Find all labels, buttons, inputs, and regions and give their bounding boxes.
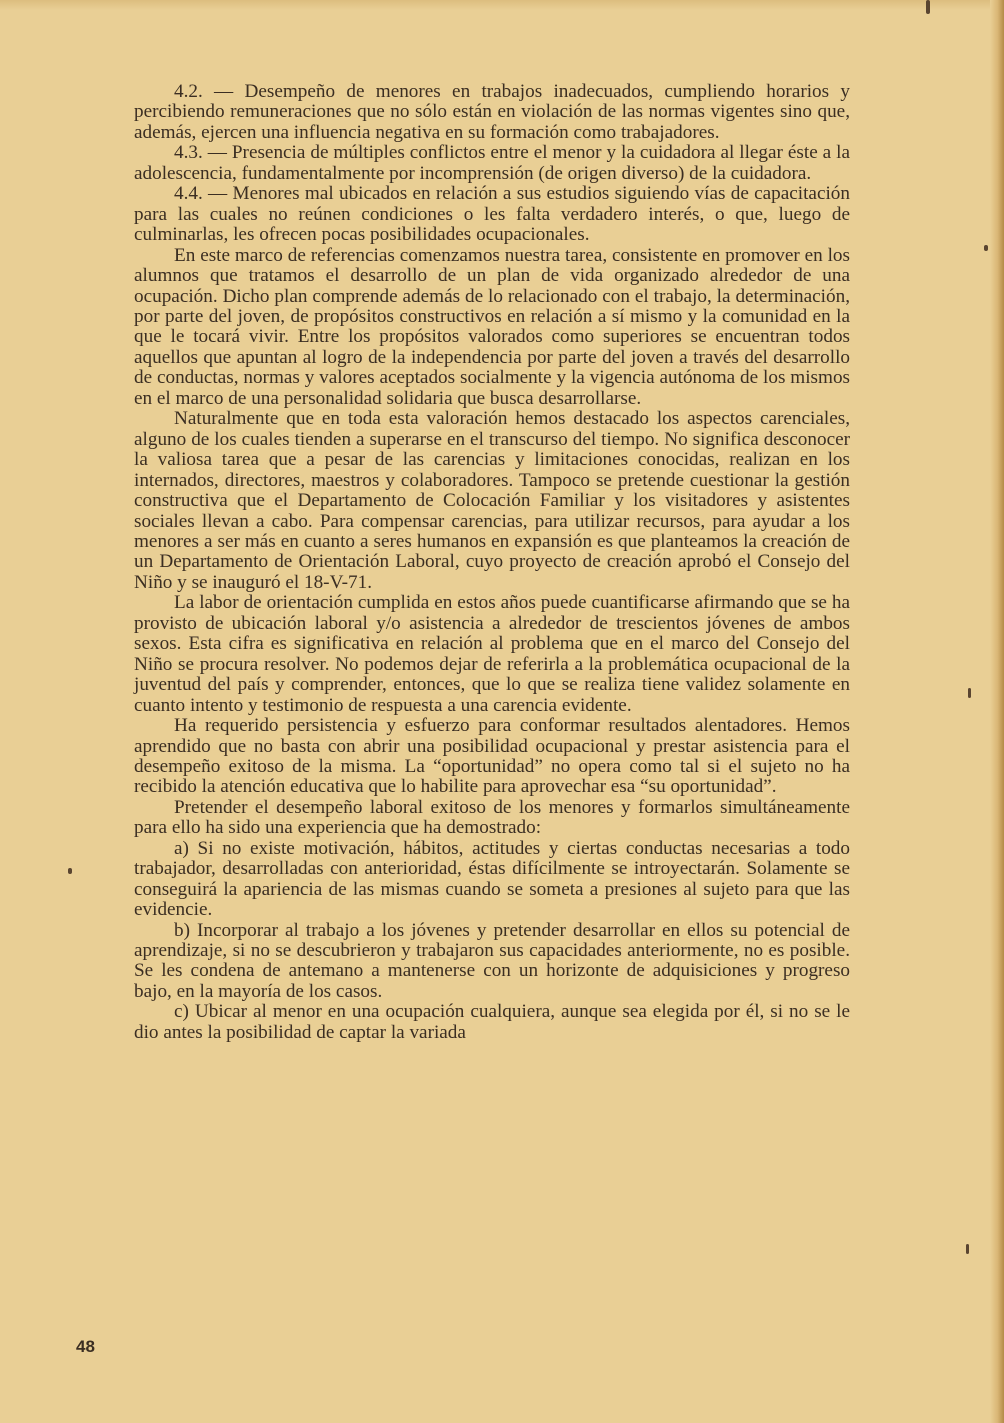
paragraph-4-2: 4.2. — Desempeño de menores en trabajos inadecuados, cumpliendo horarios y percibiendo remuneraciones que no sólo están en violación de las normas vigentes sino que, además, ejercen una influencia negativa en su formación como trabajadores. [134, 81, 850, 143]
paragraph-marco: En este marco de referencias comenzamos nuestra tarea, consistente en promover en los alumnos que tratamos el desarrollo de un plan de vida organizado alrededor de una ocupación. Dicho plan comprende además de lo relacionado con el trabajo, la determinación, por parte del joven, de propósitos constructivos en relación a sí mismo y la comunidad en la que le tocará vivir. Entre los propósitos valorados como superiores se encuentran todos aquellos que apuntan al logro de la independencia por parte del joven a través del desarrollo de conductas, normas y valores aceptados socialmente y la vigencia autónoma de los mismos en el marco de una personalidad solidaria que busca desarrollarse. [134, 244, 850, 409]
paragraph-valoracion: Naturalmente que en toda esta valoración hemos destacado los aspectos carenciales, alguno de los cuales tienden a superarse en el transcurso del tiempo. No significa desconocer la valiosa tarea que a pesar de las carencias y limitaciones conocidas, realizan en los internados, directores, maestros y colaboradores. Tampoco se pretende cuestionar la gestión constructiva que el Departamento de Colocación Familiar y los visitadores y asistentes sociales llevan a cabo. Para compensar carencias, para utilizar recursos, para ayudar a los menores a ser más en cuanto a seres humanos en expansión es que planteamos la creación de un Departamento de Orientación Laboral, cuyo proyecto de creación aprobó el Consejo del Niño y se inauguró el 18-V-71. [134, 408, 850, 593]
ink-speck [984, 245, 988, 251]
top-shade [0, 0, 1004, 10]
paragraph-4-4: 4.4. — Menores mal ubicados en relación a sus estudios siguiendo vías de capacitación para las cuales no reúnen condiciones o les falta verdadero interés, o que, luego de culminarlas, les ofrecen pocas posibilidades ocupacionales. [134, 183, 850, 246]
paragraph-pretender: Pretender el desempeño laboral exitoso de los menores y formarlos simultáneamente para ello ha sido una experiencia que ha demostrado: [134, 796, 850, 839]
page-number: 48 [76, 1337, 95, 1356]
paragraph-4-3: 4.3. — Presencia de múltiples conflictos entre el menor y la cuidadora al llegar éste a la adolescencia, fundamentalmente por incomprensión (de origen diverso) de la cuidadora. [134, 142, 850, 184]
list-item-a: a) Si no existe motivación, hábitos, actitudes y ciertas conductas necesarias a todo trabajador, desarrolladas con anterioridad, éstas difícilmente se introyectarán. Solamente se conseguirá la apariencia de las mismas cuando se someta a presiones al sujeto para que las evidencie. [134, 837, 850, 921]
ink-speck [926, 0, 930, 14]
list-item-c: c) Ubicar al menor en una ocupación cualquiera, aunque sea elegida por él, si no se le dio antes la posibilidad de captar la variada [134, 1001, 850, 1043]
ink-speck [68, 868, 72, 874]
ink-speck [968, 688, 971, 698]
ink-speck [966, 1244, 969, 1254]
paragraph-labor: La labor de orientación cumplida en estos años puede cuantificarse afirmando que se ha provisto de ubicación laboral y/o asistencia a alrededor de trescientos jóvenes de ambos sexos. Esta cifra es significativa en relación al problema que en el marco del Consejo del Niño se procura resolver. No podemos dejar de referirla a la problemática ocupacional de la juventud del país y comprender, entonces, que lo que se realiza tiene validez solamente en cuanto intento y testimonio de respuesta a una carencia evidente. [134, 592, 850, 716]
list-item-b: b) Incorporar al trabajo a los jóvenes y pretender desarrollar en ellos su potencial de aprendizaje, si no se descubrieron y trabajaron sus capacidades anteriormente, no es posible. Se les condena de antemano a mantenerse con un horizonte de adquisiciones y progreso bajo, en la mayoría de los casos. [134, 919, 850, 1002]
paragraph-persistencia: Ha requerido persistencia y esfuerzo para conformar resultados alentadores. Hemos aprendido que no basta con abrir una posibilidad ocupacional y prestar asistencia para el desempeño exitoso de la misma. La “oportunidad” no opera como tal si el sujeto no ha recibido la atención educativa que lo habilite para aprovechar esa “su oportunidad”. [134, 715, 850, 798]
body-text [134, 82, 850, 1043]
page-edge-shadow [990, 0, 1004, 1423]
